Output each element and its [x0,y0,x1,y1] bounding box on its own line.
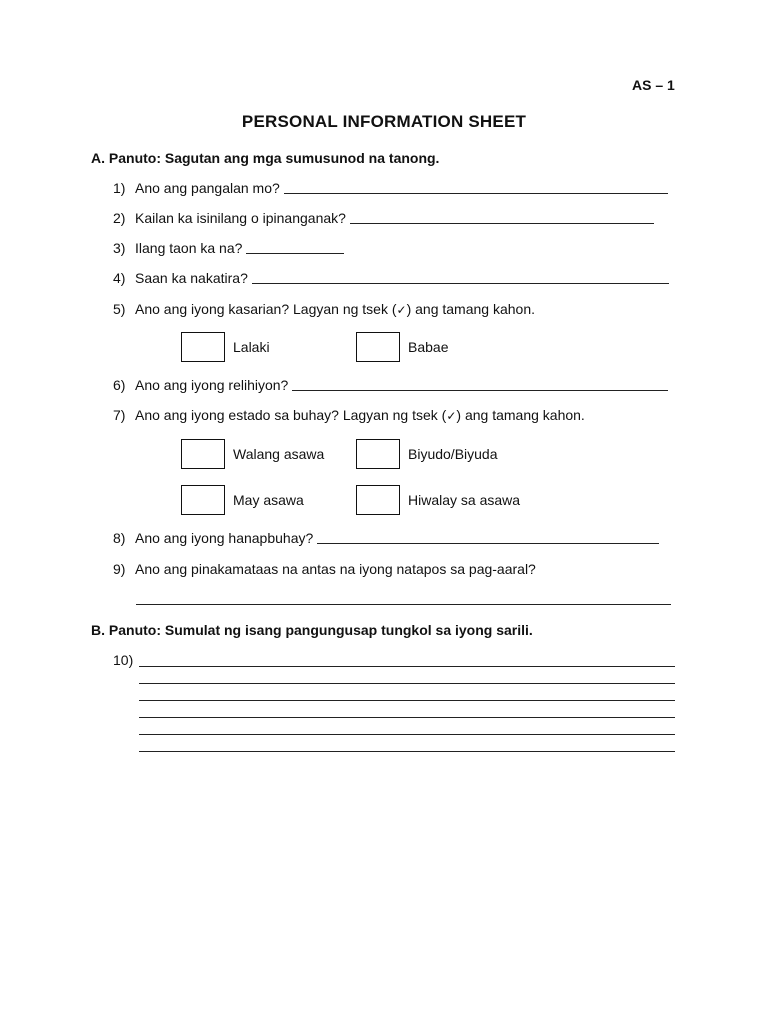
question-number: 7) [113,407,126,423]
sheet-code: AS – 1 [632,77,675,93]
checkbox-hiwalay-sa-asawa[interactable] [356,485,400,515]
question-10 [113,652,139,668]
writing-line[interactable] [139,717,675,718]
writing-line[interactable] [139,734,675,735]
question-number: 4) [113,270,126,286]
question-number: 2) [113,210,126,226]
question-text: Ano ang iyong relihiyon? [135,377,289,393]
question-5 [113,301,535,317]
option-label-may-asawa: May asawa [233,492,304,508]
page-title: PERSONAL INFORMATION SHEET [241,112,527,131]
answer-line[interactable] [317,543,659,544]
question-number: 6) [113,377,126,393]
question-text: Kailan ka isinilang o ipinanganak? [135,210,346,226]
checkbox-biyudo-biyuda[interactable] [356,439,400,469]
writing-line[interactable] [139,683,675,684]
question-number: 9) [113,561,126,577]
checkbox-may-asawa[interactable] [181,485,225,515]
question-2 [113,210,654,226]
question-text: Ano ang iyong estado sa buhay? Lagyan ng tsek (✓) ang tamang kahon. [135,407,585,423]
writing-line[interactable] [139,700,675,701]
question-8 [113,530,659,546]
question-number: 10) [113,652,134,668]
check-mark-icon: ✓ [396,303,407,317]
checkbox-walang-asawa[interactable] [181,439,225,469]
question-9 [113,561,536,577]
option-label-biyudo-biyuda: Biyudo/Biyuda [408,446,498,462]
answer-line[interactable] [136,604,671,605]
answer-line[interactable] [252,283,669,284]
answer-line[interactable] [246,253,344,254]
option-label-lalaki: Lalaki [233,339,270,355]
question-number: 5) [113,301,126,317]
question-text: Saan ka nakatira? [135,270,248,286]
question-7 [113,407,585,423]
option-label-walang-asawa: Walang asawa [233,446,325,462]
question-3 [113,240,344,256]
question-text: Ano ang pangalan mo? [135,180,280,196]
section-b-heading: B. Panuto: Sumulat ng isang pangungusap tungkol sa iyong sarili. [91,622,533,638]
check-mark-icon: ✓ [446,409,457,423]
question-6 [113,377,668,393]
answer-line[interactable] [292,390,668,391]
writing-line[interactable] [139,666,675,667]
question-number: 3) [113,240,126,256]
question-1 [113,180,668,196]
question-4 [113,270,669,286]
option-label-babae: Babae [408,339,449,355]
checkbox-babae[interactable] [356,332,400,362]
writing-line[interactable] [139,751,675,752]
question-text: Ilang taon ka na? [135,240,243,256]
question-number: 8) [113,530,126,546]
question-number: 1) [113,180,126,196]
option-label-hiwalay-sa-asawa: Hiwalay sa asawa [408,492,521,508]
section-a-heading: A. Panuto: Sagutan ang mga sumusunod na tanong. [91,150,440,166]
question-text: Ano ang pinakamataas na antas na iyong natapos sa pag-aaral? [135,561,536,577]
answer-line[interactable] [284,193,668,194]
answer-line[interactable] [350,223,654,224]
checkbox-lalaki[interactable] [181,332,225,362]
question-text: Ano ang iyong hanapbuhay? [135,530,314,546]
question-text: Ano ang iyong kasarian? Lagyan ng tsek (✓) ang tamang kahon. [135,301,535,317]
